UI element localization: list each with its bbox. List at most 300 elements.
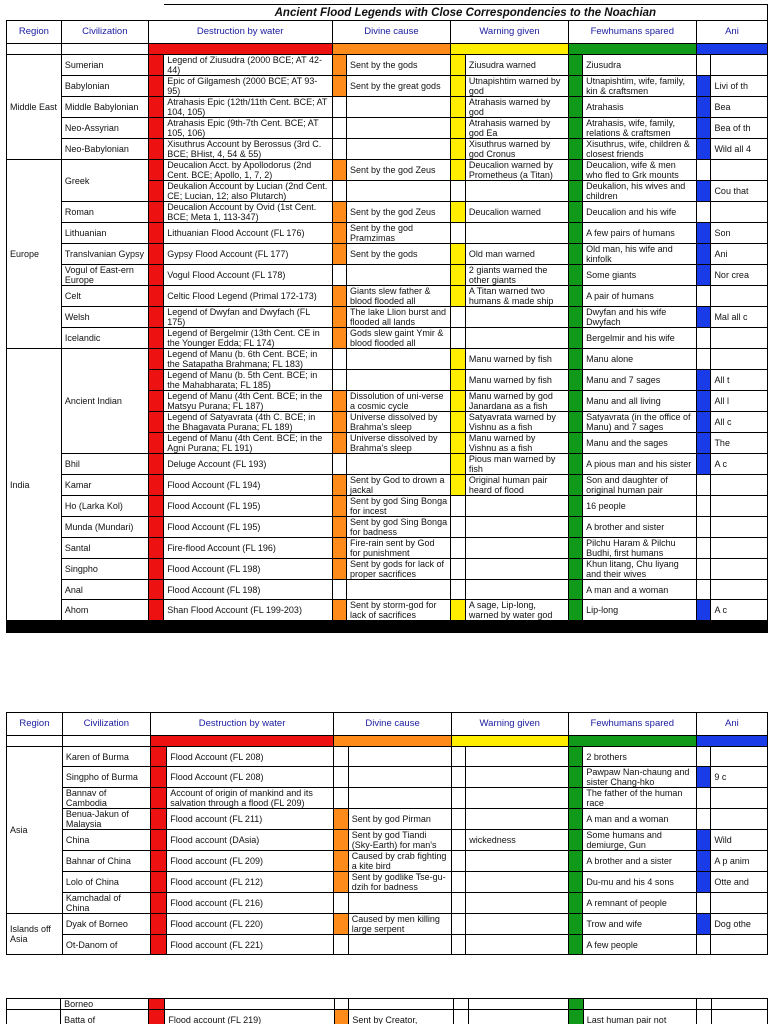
region-cell: Middle East [7, 55, 62, 160]
table-row [7, 244, 768, 265]
green-marker [568, 600, 583, 621]
green-marker [568, 788, 583, 809]
table-row [7, 935, 768, 955]
blue-marker [696, 118, 711, 139]
destruction-cell: Deluge Account (FL 193) [164, 454, 332, 475]
destruction-cell: Flood Account (FL 208) [167, 767, 334, 788]
red-marker [148, 202, 163, 223]
destruction-cell: Flood Account (FL 208) [167, 747, 334, 767]
yellow-marker [451, 872, 465, 893]
divine-cause-cell: Sent by storm-god for lack of sacrifices [347, 600, 451, 621]
spared-cell: Bergelmir and his wife [583, 328, 697, 349]
spared-cell: Deucalion and his wife [583, 202, 697, 223]
green-key [568, 736, 696, 747]
yellow-marker [451, 538, 466, 559]
warning-cell: Xisuthrus warned by god Cronus [465, 139, 568, 160]
color-key-bar [7, 736, 768, 747]
spared-cell: Xisuthrus, wife, children & closest friends [583, 139, 697, 160]
yellow-marker [451, 307, 466, 328]
destruction-cell: Legend of Satyavrata (4th C. BCE; in the Bhagavata Purana; FL 189) [164, 412, 332, 433]
red-marker [148, 286, 163, 307]
red-marker [148, 265, 163, 286]
warning-cell [466, 788, 568, 809]
divine-cause-cell: Gods slew gaint Ymir & blood flooded all [347, 328, 451, 349]
orange-marker [332, 454, 347, 475]
civilization-cell: Sumerian [61, 55, 148, 76]
animals-cell [711, 55, 768, 76]
divine-cause-cell [347, 349, 451, 370]
yellow-marker [451, 349, 466, 370]
green-marker [568, 391, 583, 412]
warning-cell: Original human pair heard of flood [465, 475, 568, 496]
warning-cell [465, 580, 568, 600]
orange-marker [332, 559, 347, 580]
orange-marker [332, 118, 347, 139]
warning-cell: Manu warned by fish [465, 370, 568, 391]
animals-cell: Ani [711, 244, 768, 265]
yellow-marker [451, 454, 466, 475]
civilization-cell: Singpho [61, 559, 148, 580]
region-cell: Asia [7, 747, 63, 914]
blue-key [696, 736, 767, 747]
blue-marker [696, 747, 710, 767]
blue-marker [696, 349, 711, 370]
spared-cell: Deucalion, wife & men who fled to Grk mounts [583, 160, 697, 181]
warning-cell: Deucalion warned [465, 202, 568, 223]
blue-marker [696, 767, 710, 788]
animals-cell [711, 559, 768, 580]
animals-cell: 9 c [711, 767, 768, 788]
divine-cause-cell [347, 265, 451, 286]
header-warning: Warning given [451, 713, 568, 736]
orange-marker [332, 307, 347, 328]
red-marker [148, 307, 163, 328]
civilization-cell: Neo-Babylonian [61, 139, 148, 160]
yellow-marker [451, 244, 466, 265]
red-marker [150, 830, 166, 851]
civilization-cell: Roman [61, 202, 148, 223]
yellow-marker [451, 559, 466, 580]
warning-cell: Atrahasis warned by god [465, 97, 568, 118]
yellow-marker [451, 830, 465, 851]
red-marker [150, 851, 166, 872]
yellow-marker [451, 935, 465, 955]
header-divine-cause: Divine cause [334, 713, 451, 736]
table-row [7, 1010, 768, 1024]
divine-cause-cell: Sent by gods for lack of proper sacrifices [347, 559, 451, 580]
destruction-cell: Legend of Dwyfan and Dwyfach (FL 175) [164, 307, 332, 328]
orange-marker [334, 809, 348, 830]
green-marker [568, 286, 583, 307]
red-key [150, 736, 333, 747]
spared-cell: A few people [583, 935, 696, 955]
red-marker [150, 788, 166, 809]
divine-cause-cell: Universe dissolved by Brahma's sleep [347, 412, 451, 433]
yellow-marker [451, 747, 465, 767]
divine-cause-cell: Sent by the gods [347, 55, 451, 76]
spared-cell: Some giants [583, 265, 697, 286]
destruction-cell: Flood Account (FL 198) [164, 559, 332, 580]
warning-cell [466, 935, 568, 955]
blue-marker [696, 788, 710, 809]
spared-cell: A man and a woman [583, 580, 697, 600]
orange-marker [332, 139, 347, 160]
divine-cause-cell: Sent by the god Zeus [347, 160, 451, 181]
green-marker [568, 893, 583, 914]
animals-cell: Son [711, 223, 768, 244]
spared-cell: Dwyfan and his wife Dwyfach [583, 307, 697, 328]
animals-cell: Dog othe [711, 914, 768, 935]
table-row [7, 580, 768, 600]
blue-marker [696, 433, 711, 454]
civilization-cell: Batta of [61, 1010, 149, 1024]
civilization-cell: Translvanian Gypsy [61, 244, 148, 265]
animals-cell [711, 935, 768, 955]
yellow-key [451, 736, 568, 747]
red-marker [148, 580, 163, 600]
blue-marker [696, 307, 711, 328]
red-marker [148, 475, 163, 496]
table-row [7, 747, 768, 767]
orange-marker [332, 202, 347, 223]
table-row [7, 76, 768, 97]
header-divine-cause: Divine cause [332, 21, 451, 44]
red-marker [148, 559, 163, 580]
red-marker [148, 538, 163, 559]
destruction-cell: Flood Account (FL 194) [164, 475, 332, 496]
green-marker [568, 559, 583, 580]
animals-cell: A c [711, 454, 768, 475]
warning-cell [466, 747, 568, 767]
table-row [7, 307, 768, 328]
table-row [7, 265, 768, 286]
table-row [7, 202, 768, 223]
divine-cause-cell: The lake Llion burst and flooded all lands [347, 307, 451, 328]
green-marker [568, 580, 583, 600]
destruction-cell: Flood Account (FL 195) [164, 517, 332, 538]
spared-cell: 16 people [583, 496, 697, 517]
orange-marker [332, 76, 347, 97]
spared-cell: Manu alone [583, 349, 697, 370]
spared-cell: Du-mu and his 4 sons [583, 872, 696, 893]
blue-marker [696, 55, 711, 76]
table-row [7, 893, 768, 914]
civilization-cell: Santal [61, 538, 148, 559]
header-spared: Fewhumans spared [568, 713, 696, 736]
green-marker [568, 851, 583, 872]
orange-marker [332, 349, 347, 370]
green-marker [568, 97, 583, 118]
animals-cell [711, 286, 768, 307]
civilization-cell: Ho (Larka Kol) [61, 496, 148, 517]
header-region: Region [7, 713, 63, 736]
warning-cell [466, 914, 568, 935]
orange-marker [332, 97, 347, 118]
destruction-cell: Vogul Flood Account (FL 178) [164, 265, 332, 286]
civilization-cell: Kamchadal of China [62, 893, 150, 914]
red-marker [150, 767, 166, 788]
spared-cell: A pious man and his sister [583, 454, 697, 475]
blue-key [696, 44, 767, 55]
yellow-marker [451, 370, 466, 391]
animals-cell: Bea of th [711, 118, 768, 139]
red-marker [148, 496, 163, 517]
civilization-cell: Benua-Jakun of Malaysia [62, 809, 150, 830]
green-marker [568, 830, 583, 851]
table-row [7, 999, 768, 1010]
divine-cause-cell: Sent by the god Zeus [347, 202, 451, 223]
spared-cell: Old man, his wife and kinfolk [583, 244, 697, 265]
warning-cell: Utnapishtim warned by god [465, 76, 568, 97]
red-marker [148, 181, 163, 202]
red-marker [150, 914, 166, 935]
animals-cell: Nor crea [711, 265, 768, 286]
divine-cause-cell [348, 893, 451, 914]
civilization-cell: Bahnar of China [62, 851, 150, 872]
civilization-cell: Greek [61, 160, 148, 202]
warning-cell: Old man warned [465, 244, 568, 265]
warning-cell: Pious man warned by fish [465, 454, 568, 475]
warning-cell: Satyavrata warned by Vishnu as a fish [465, 412, 568, 433]
header-warning: Warning given [451, 21, 568, 44]
divine-cause-cell: Sent by the great gods [347, 76, 451, 97]
destruction-cell: Legend of Ziusudra (2000 BCE; AT 42-44) [164, 55, 332, 76]
divine-cause-cell: Sent by godlike Tse-gu-dzih for badness [348, 872, 451, 893]
divine-cause-cell [347, 139, 451, 160]
green-marker [568, 872, 583, 893]
green-marker [568, 538, 583, 559]
red-marker [148, 349, 163, 370]
destruction-cell: Legend of Manu (b. 5th Cent. BCE; in the Mahabharata; FL 185) [164, 370, 332, 391]
table-row [7, 454, 768, 475]
warning-cell: Manu warned by Vishnu as a fish [465, 433, 568, 454]
spared-cell: Last human pair not [583, 1010, 696, 1024]
spared-cell: Atrahasis [583, 97, 697, 118]
civilization-cell: Ahom [61, 600, 148, 621]
green-marker [568, 265, 583, 286]
table-row [7, 475, 768, 496]
table-row [7, 286, 768, 307]
yellow-marker [451, 580, 466, 600]
spared-cell: Khun litang, Chu liyang and their wives [583, 559, 697, 580]
animals-cell: Otte and [711, 872, 768, 893]
yellow-marker [451, 181, 466, 202]
animals-cell [711, 517, 768, 538]
green-marker [568, 223, 583, 244]
destruction-cell: Flood account (FL 216) [167, 893, 334, 914]
spared-cell: Son and daughter of original human pair [583, 475, 697, 496]
warning-cell [466, 767, 568, 788]
animals-cell [711, 580, 768, 600]
civilization-cell: Lithuanian [61, 223, 148, 244]
blue-marker [696, 851, 710, 872]
table-title: Ancient Flood Legends with Close Correspondencies to the Noachian [164, 5, 768, 21]
destruction-cell: Flood Account (FL 198) [164, 580, 332, 600]
orange-marker [332, 433, 347, 454]
red-marker [148, 412, 163, 433]
civilization-cell: Bannav of Cambodia [62, 788, 150, 809]
blue-marker [696, 809, 710, 830]
blue-marker [696, 328, 711, 349]
green-marker [568, 307, 583, 328]
header-civilization: Civilization [61, 21, 148, 44]
green-marker [568, 202, 583, 223]
divine-cause-cell: Sent by god Pirman [348, 809, 451, 830]
green-marker [568, 433, 583, 454]
civilization-cell: Bhil [61, 454, 148, 475]
orange-key [334, 736, 451, 747]
warning-cell [466, 893, 568, 914]
table-row [7, 160, 768, 181]
table-row [7, 223, 768, 244]
spared-cell: Manu and the sages [583, 433, 697, 454]
divine-cause-cell: Sent by Creator, [349, 1010, 454, 1024]
divine-cause-cell [348, 788, 451, 809]
spared-cell: Some humans and demiurge, Gun [583, 830, 696, 851]
spared-cell: Trow and wife [583, 914, 696, 935]
yellow-marker [451, 139, 466, 160]
red-marker [148, 160, 163, 181]
red-marker [148, 600, 163, 621]
yellow-marker [451, 160, 466, 181]
animals-cell: All t [711, 370, 768, 391]
yellow-marker [451, 475, 466, 496]
spared-cell: Atrahasis, wife, family, relations & craftsmen [583, 118, 697, 139]
yellow-marker [451, 391, 466, 412]
civilization-cell: Munda (Mundari) [61, 517, 148, 538]
blue-marker [696, 475, 711, 496]
destruction-cell: Xisuthrus Account by Berossus (3rd C. BCE; BHist, 4, 54 & 55) [164, 139, 332, 160]
green-marker [568, 55, 583, 76]
spared-cell: A brother and sister [583, 517, 697, 538]
warning-cell [466, 872, 568, 893]
green-marker [568, 244, 583, 265]
spared-cell: Satyavrata (in the office of Manu) and 7 sages [583, 412, 697, 433]
divine-cause-cell: Caused by men killing large serpent [348, 914, 451, 935]
red-marker [150, 872, 166, 893]
red-marker [148, 97, 163, 118]
orange-marker [332, 538, 347, 559]
flood-legends-table-continued [6, 998, 768, 1024]
green-marker [568, 139, 583, 160]
blue-marker [696, 97, 711, 118]
yellow-marker [451, 433, 466, 454]
table-row [7, 496, 768, 517]
red-marker [148, 328, 163, 349]
table-row [7, 538, 768, 559]
red-marker [150, 747, 166, 767]
orange-marker [332, 412, 347, 433]
orange-marker [334, 767, 348, 788]
animals-cell: Cou that [711, 181, 768, 202]
divine-cause-cell [347, 370, 451, 391]
civilization-cell: Singpho of Burma [62, 767, 150, 788]
blue-marker [696, 286, 711, 307]
animals-cell [711, 328, 768, 349]
table-row [7, 328, 768, 349]
green-marker [568, 412, 583, 433]
flood-legends-table-1 [6, 4, 768, 633]
blue-marker [696, 223, 711, 244]
divine-cause-cell: Sent by god Sing Bonga for incest [347, 496, 451, 517]
divine-cause-cell [347, 580, 451, 600]
orange-marker [332, 181, 347, 202]
orange-marker [332, 265, 347, 286]
yellow-marker [451, 97, 466, 118]
spared-cell: Manu and 7 sages [583, 370, 697, 391]
blue-marker [696, 370, 711, 391]
red-key [148, 44, 332, 55]
civilization-cell: Ancient Indian [61, 349, 148, 454]
destruction-cell: Epic of Gilgamesh (2000 BCE; AT 93-95) [164, 76, 332, 97]
divine-cause-cell: Sent by the gods [347, 244, 451, 265]
orange-marker [332, 580, 347, 600]
yellow-marker [451, 517, 466, 538]
table-row [7, 914, 768, 935]
animals-cell [711, 349, 768, 370]
red-marker [148, 433, 163, 454]
yellow-marker [451, 600, 466, 621]
animals-cell: Wild [711, 830, 768, 851]
blue-marker [696, 935, 710, 955]
table-row [7, 600, 768, 621]
green-marker [568, 914, 583, 935]
table-row [7, 851, 768, 872]
spared-cell: A brother and a sister [583, 851, 696, 872]
yellow-marker [451, 76, 466, 97]
civilization-cell: Babylonian [61, 76, 148, 97]
table-row [7, 767, 768, 788]
animals-cell: A p anim [711, 851, 768, 872]
animals-cell: Livi of th [711, 76, 768, 97]
animals-cell: Wild all 4 [711, 139, 768, 160]
orange-marker [332, 328, 347, 349]
warning-cell: A sage, Lip-long, warned by water god [465, 600, 568, 621]
divine-cause-cell [348, 747, 451, 767]
civilization-cell: Ot-Danom of [62, 935, 150, 955]
warning-cell [465, 328, 568, 349]
yellow-marker [451, 809, 465, 830]
spared-cell: Ziusudra [583, 55, 697, 76]
blue-marker [696, 139, 711, 160]
divine-cause-cell: Sent by God to drown a jackal [347, 475, 451, 496]
spared-cell: Deukalion, his wives and children [583, 181, 697, 202]
blue-marker [696, 914, 710, 935]
divine-cause-cell [347, 181, 451, 202]
spared-cell: Utnapishtim, wife, family, kin & craftsmen [583, 76, 697, 97]
orange-marker [332, 600, 347, 621]
destruction-cell: Fire-flood Account (FL 196) [164, 538, 332, 559]
yellow-marker [451, 767, 465, 788]
region-cell: Islands off Asia [7, 914, 63, 955]
blue-marker [696, 600, 711, 621]
warning-cell [465, 496, 568, 517]
destruction-cell: Account of origin of mankind and its salvation through a flood (FL 209) [167, 788, 334, 809]
civilization-cell: Vogul of East-ern Europe [61, 265, 148, 286]
spared-cell: 2 brothers [583, 747, 696, 767]
table-row [7, 97, 768, 118]
warning-cell: Manu warned by god Janardana as a fish [465, 391, 568, 412]
animals-cell [711, 893, 768, 914]
destruction-cell: Deucalion Acct. by Apollodorus (2nd Cent. BCE; Apollo, 1, 7, 2) [164, 160, 332, 181]
green-marker [568, 160, 583, 181]
animals-cell [711, 747, 768, 767]
orange-marker [332, 391, 347, 412]
animals-cell [711, 475, 768, 496]
destruction-cell: Celtic Flood Legend (Primal 172-173) [164, 286, 332, 307]
warning-cell [465, 517, 568, 538]
yellow-marker [451, 55, 466, 76]
